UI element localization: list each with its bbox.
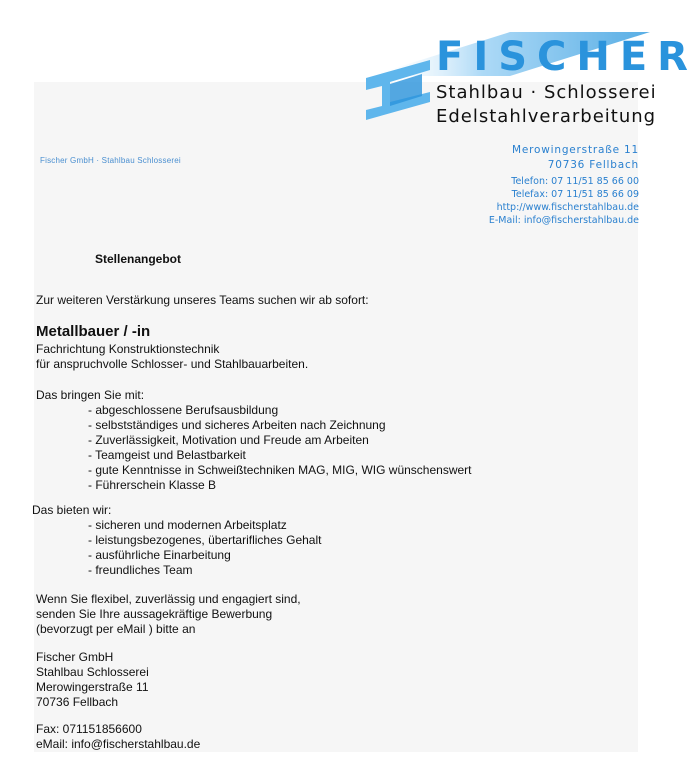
offers-list [32,518,321,578]
list-item: - sicheren und modernen Arbeitsplatz [88,518,287,532]
job-title: Metallbauer / -in [36,323,151,340]
list-item: - leistungsbezogenes, übertarifliches Gehalt [88,533,322,547]
footer-contact [36,722,200,752]
recipient-dept: Stahlbau Schlosserei [36,665,149,679]
closing-text [36,592,301,637]
page-title: Stellenangebot [95,252,182,266]
company-address [512,143,639,173]
address-street: Merowingerstraße 11 [512,144,639,156]
closing-line-3: (bevorzugt per eMail ) bitte an [36,622,196,636]
offers-title: Das bieten wir: [32,503,112,517]
list-item: - selbstständiges und sicheres Arbeiten nach Zeichnung [88,418,386,432]
offers-section [32,503,321,578]
logo-tagline-1: Stahlbau · Schlosserei [436,82,657,103]
requirements-list [36,403,471,493]
list-item: - Teamgeist und Belastbarkeit [88,448,246,462]
list-item: - abgeschlossene Berufsausbildung [88,403,279,417]
list-item: - Führerschein Klasse B [88,478,217,492]
list-item: - Zuverlässigkeit, Motivation und Freude am Arbeiten [88,433,369,447]
footer-fax: Fax: 071151856600 [36,722,142,736]
logo-wordmark: FISCHER [436,34,698,80]
recipient-address [36,650,149,710]
sender-line: Fischer GmbH · Stahlbau Schlosserei [40,156,181,165]
contact-fax: Telefax: 07 11/51 85 66 09 [511,189,639,200]
address-city: 70736 Fellbach [547,159,639,171]
requirements-title: Das bringen Sie mit: [36,388,145,402]
logo-tagline-2: Edelstahlverarbeitung [436,106,657,127]
list-item: - gute Kenntnisse in Schweißtechniken MAG, MIG, WIG wünschenswert [88,463,472,477]
footer-email-link[interactable]: eMail: info@fischerstahlbau.de [36,737,201,751]
contact-info [489,175,639,227]
list-item: - freundliches Team [88,563,193,577]
company-logo [360,26,698,127]
intro-text: Zur weiteren Verstärkung unseres Teams suchen wir ab sofort: [36,293,369,307]
recipient-street: Merowingerstraße 11 [36,680,149,694]
contact-web-link[interactable]: http://www.fischerstahlbau.de [496,202,639,213]
list-item: - ausführliche Einarbeitung [88,548,231,562]
job-subtitle [36,342,308,372]
recipient-name: Fischer GmbH [36,650,114,664]
contact-email-link[interactable]: E-Mail: info@fischerstahlbau.de [488,215,639,226]
requirements-section [36,388,471,493]
job-subtitle-1: Fachrichtung Konstruktionstechnik [36,342,220,356]
contact-phone: Telefon: 07 11/51 85 66 00 [511,176,639,187]
closing-line-2: senden Sie Ihre aussagekräftige Bewerbung [36,607,273,621]
recipient-city: 70736 Fellbach [36,695,119,709]
closing-line-1: Wenn Sie flexibel, zuverlässig und engagiert sind, [36,592,301,606]
job-subtitle-2: für anspruchvolle Schlosser- und Stahlbauarbeiten. [36,357,309,371]
